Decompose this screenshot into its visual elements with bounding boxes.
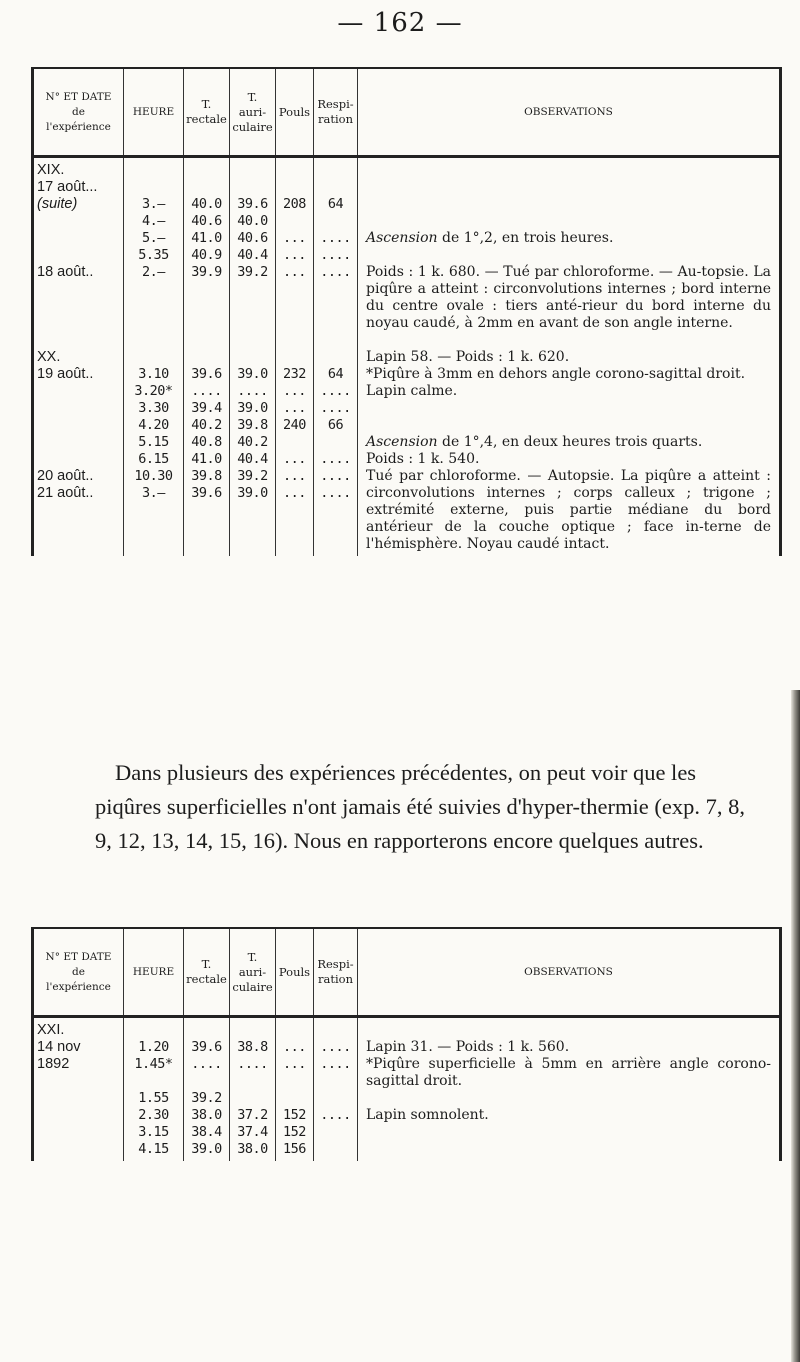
observation-text [366,349,771,366]
cell-value [37,1107,120,1124]
cell-value: 40.4 [237,451,268,467]
observation-body: Lapin 31. — Poids : 1 k. 560. [366,1039,570,1055]
cell-value: 10.30 [134,468,173,484]
cell-value: .... [237,1056,268,1072]
header-line: auri- [238,104,267,119]
header-line: de [72,105,85,118]
cell-value [317,179,354,196]
cell-value: ... [283,485,306,501]
header-line: rectale [186,972,227,986]
cell-value: 39.2 [191,1090,222,1106]
observation-body: Tué par chloroforme. — Autopsie. La piqûre a atteint : circonvolutions internes ; corps calleux ; trigone ; extrémité externe, puis partie médiane du bord antérieur de la couche optique ; face in-terne de l'hémisphère. Noyau caudé intact. [366,468,771,552]
cell-value: ... [283,468,306,484]
header-line: auri- [238,964,267,979]
cell-value: 38.0 [237,1141,268,1157]
obs-spacer [366,162,771,179]
cell-value [37,332,120,349]
cell-value: ... [283,247,306,263]
cell-value [37,298,120,315]
cell-value: ... [283,451,306,467]
cell-value: 240 [283,417,306,433]
cell-value [187,162,226,179]
header-observations: OBSERVATIONS [358,68,781,157]
header-line: rectale [186,112,227,126]
cell-value [279,349,310,366]
cell-value: 5.— [142,230,165,246]
header-t-rectale [184,928,230,1017]
page-edge-shadow [791,690,800,1362]
header-observations: OBSERVATIONS [358,928,781,1017]
header-line: T. [201,957,212,971]
observation-text [366,1107,771,1124]
cell-value: 41.0 [191,230,222,246]
cell-value [317,1141,354,1158]
header-respiration [314,68,358,157]
cell-value: 40.4 [237,247,268,263]
cell-value: .... [320,485,351,501]
header-line: ration [318,112,353,126]
cell-value: 20 août.. [37,468,94,484]
header-line: ration [318,972,353,986]
cell-value: 152 [283,1107,306,1123]
cell-value [187,315,226,332]
column-pouls [276,157,314,557]
cell-value [37,281,120,298]
observation-text [366,1039,771,1056]
obs-spacer [366,247,771,264]
cell-value: 5.35 [138,247,169,263]
cell-value [279,1022,310,1039]
cell-value [279,213,310,230]
cell-value: .... [320,264,351,280]
cell-value [279,332,310,349]
cell-value: 41.0 [191,451,222,467]
cell-value: 39.2 [237,264,268,280]
cell-value: 37.2 [237,1107,268,1123]
cell-value [37,1073,120,1090]
observation-text [366,1056,771,1090]
cell-value: 156 [283,1141,306,1157]
column-heure [124,1017,184,1162]
cell-value: 14 nov [37,1039,81,1055]
cell-value [37,213,120,230]
cell-value [233,1090,272,1107]
cell-value: 17 août... [37,179,98,195]
cell-value: 39.6 [191,1039,222,1055]
cell-value [37,434,120,451]
header-line: culaire [232,979,273,994]
cell-value: 39.0 [237,366,268,382]
cell-value: .... [320,1039,351,1055]
cell-value [187,332,226,349]
header-heure: HEURE [124,928,184,1017]
observation-body: Poids : 1 k. 540. [366,451,480,467]
observation-text [366,451,771,468]
cell-value: 39.9 [191,264,222,280]
cell-value: XIX. [37,162,65,178]
cell-value: 21 août.. [37,485,94,501]
header-line: culaire [232,119,273,134]
cell-value [37,230,120,247]
obs-spacer [366,332,771,349]
obs-spacer [366,400,771,417]
cell-value: 39.8 [191,468,222,484]
cell-value [317,281,354,298]
cell-value: ... [283,383,306,399]
experiment-table-1 [31,67,782,556]
cell-value [233,162,272,179]
cell-value: XX. [37,349,61,365]
cell-value: 64 [327,196,344,212]
cell-value: 232 [283,366,306,382]
observation-body: Lapin 58. — Poids : 1 k. 620. [366,349,570,365]
cell-value [187,349,226,366]
cell-value: 1.55 [138,1090,169,1106]
cell-value: 40.8 [191,434,222,450]
cell-value [127,281,180,298]
cell-value [127,315,180,332]
observation-body: Lapin somnolent. [366,1107,489,1123]
observation-italic: Ascension [366,434,438,450]
cell-value [279,281,310,298]
cell-value: 40.2 [191,417,222,433]
header-line: T. [201,97,212,111]
cell-value [279,1073,310,1090]
cell-value: 39.0 [191,1141,222,1157]
cell-value [187,298,226,315]
cell-value [187,179,226,196]
cell-value: ... [283,230,306,246]
cell-value [233,1073,272,1090]
cell-value [37,1090,120,1107]
cell-value: XXI. [37,1022,65,1038]
cell-value: 19 août.. [37,366,94,382]
cell-value: 1.45* [134,1056,173,1072]
cell-value [37,417,120,434]
column-experiment [33,1017,124,1162]
cell-value [37,383,120,400]
cell-value: 3.20* [134,383,173,399]
column-respiration [314,1017,358,1162]
cell-value: 4.— [142,213,165,229]
cell-value: 1.20 [138,1039,169,1055]
observation-text [366,366,771,383]
cell-value: 3.30 [138,400,169,416]
cell-value: .... [237,383,268,399]
cell-value [317,434,354,451]
header-line: T. [247,949,258,964]
column-t-rectale [184,157,230,557]
cell-value: 39.6 [191,366,222,382]
cell-value: .... [320,468,351,484]
header-respiration [314,928,358,1017]
observation-text [366,383,771,400]
cell-value [127,332,180,349]
cell-value [233,332,272,349]
cell-value: 64 [327,366,344,382]
cell-value: 3.— [142,485,165,501]
header-line: l'expérience [46,980,111,993]
cell-value: 152 [283,1124,306,1140]
cell-value: 40.9 [191,247,222,263]
cell-value: 208 [283,196,306,212]
cell-value: 3.15 [138,1124,169,1140]
cell-value: ... [283,264,306,280]
cell-value: 39.0 [237,400,268,416]
observation-text [366,230,771,247]
cell-value: .... [191,1056,222,1072]
cell-value [317,1022,354,1039]
cell-value [317,332,354,349]
column-t-auriculaire [230,1017,276,1162]
header-heure: HEURE [124,68,184,157]
cell-value: ... [283,400,306,416]
cell-value [127,349,180,366]
cell-value: .... [320,400,351,416]
paragraph-text: Dans plusieurs des expériences précédentes, on peut voir que les piqûres superficielles n'ont jamais été suivies d'hyper-thermie (exp. 7, 8, 9, 12, 13, 14, 15, 16). Nous en rapporterons encore quelques autres. [95,760,745,853]
cell-value: 39.6 [191,485,222,501]
cell-value: 66 [327,417,344,433]
cell-value [279,1090,310,1107]
column-t-rectale [184,1017,230,1162]
cell-value: 38.8 [237,1039,268,1055]
cell-value [127,298,180,315]
column-pouls [276,1017,314,1162]
page-number: — 162 — [337,8,463,38]
cell-value [127,1073,180,1090]
cell-value [233,1022,272,1039]
column-t-auriculaire [230,157,276,557]
header-line: de [72,965,85,978]
cell-value: 39.0 [237,485,268,501]
observation-italic: Ascension [366,230,438,246]
column-observations [358,1017,781,1162]
cell-value: 4.15 [138,1141,169,1157]
cell-value: 3.10 [138,366,169,382]
cell-value: 40.6 [191,213,222,229]
observation-body: Lapin calme. [366,383,458,399]
cell-value: 40.0 [191,196,222,212]
observation-text [366,264,771,332]
cell-value: .... [320,247,351,263]
cell-value [317,1090,354,1107]
cell-value: 38.0 [191,1107,222,1123]
column-respiration [314,157,358,557]
cell-value [233,349,272,366]
header-t-rectale [184,68,230,157]
cell-value: 39.2 [237,468,268,484]
cell-value: .... [191,383,222,399]
cell-value: 37.4 [237,1124,268,1140]
cell-value [37,1124,120,1141]
cell-value: 40.2 [237,434,268,450]
cell-value [187,1073,226,1090]
cell-value [233,179,272,196]
cell-value [127,162,180,179]
obs-spacer [366,417,771,434]
cell-value [317,298,354,315]
observation-text [366,434,771,451]
cell-value: 38.4 [191,1124,222,1140]
header-t-auriculaire [230,68,276,157]
cell-value [187,1022,226,1039]
obs-spacer [366,196,771,213]
observation-body: *Piqûre à 3mm en dehors angle corono-sagittal droit. [366,366,746,382]
header-pouls: Pouls [276,68,314,157]
cell-value [279,315,310,332]
obs-spacer [366,179,771,196]
cell-value [317,1124,354,1141]
cell-value [279,162,310,179]
cell-value: 39.4 [191,400,222,416]
cell-value: 18 août.. [37,264,94,280]
cell-value [127,1022,180,1039]
cell-value [187,281,226,298]
obs-spacer [366,1090,771,1107]
cell-value [233,281,272,298]
cell-value [317,1073,354,1090]
cell-value [317,349,354,366]
obs-spacer [366,213,771,230]
header-exp [33,928,124,1017]
cell-value [127,179,180,196]
observation-body: de 1°,4, en deux heures trois quarts. [437,434,703,450]
cell-value: 40.6 [237,230,268,246]
obs-spacer [366,1022,771,1039]
cell-value: (suite) [37,196,78,212]
cell-value: 1892 [37,1056,70,1072]
cell-value [279,179,310,196]
cell-value: 2.— [142,264,165,280]
column-heure [124,157,184,557]
cell-value [317,315,354,332]
header-line: N° ET DATE [45,90,112,103]
cell-value: 4.20 [138,417,169,433]
header-line: Respi- [317,97,354,111]
header-t-auriculaire [230,928,276,1017]
cell-value [37,400,120,417]
cell-value [317,213,354,230]
cell-value: 6.15 [138,451,169,467]
cell-value [279,434,310,451]
cell-value: .... [320,451,351,467]
header-pouls: Pouls [276,928,314,1017]
cell-value [279,298,310,315]
cell-value: 3.— [142,196,165,212]
cell-value: ... [283,1056,306,1072]
cell-value [37,247,120,264]
observation-body: Poids : 1 k. 680. — Tué par chloroforme. — Au-topsie. La piqûre a atteint : circonvolutions internes ; bord interne du centre ovale : tiers anté-rieur du bord interne du noyau caudé, à 2mm en avant de son angle interne. [366,264,771,331]
header-exp [33,68,124,157]
observation-body: *Piqûre superficielle à 5mm en arrière angle corono-sagittal droit. [366,1056,771,1089]
experiment-table-2 [31,927,782,1161]
cell-value: .... [320,230,351,246]
cell-value: 39.8 [237,417,268,433]
cell-value [317,162,354,179]
header-line: T. [247,89,258,104]
cell-value: 5.15 [138,434,169,450]
cell-value [233,298,272,315]
cell-value [37,315,120,332]
observation-text [366,468,771,553]
cell-value: .... [320,1107,351,1123]
cell-value [233,315,272,332]
cell-value: 2.30 [138,1107,169,1123]
cell-value: 40.0 [237,213,268,229]
header-line: Respi- [317,957,354,971]
header-line: l'expérience [46,120,111,133]
cell-value: ... [283,1039,306,1055]
column-experiment [33,157,124,557]
cell-value: .... [320,383,351,399]
body-paragraph [95,756,745,858]
header-line: N° ET DATE [45,950,112,963]
cell-value: 39.6 [237,196,268,212]
observation-body: de 1°,2, en trois heures. [437,230,614,246]
cell-value: .... [320,1056,351,1072]
column-observations [358,157,781,557]
cell-value [37,451,120,468]
